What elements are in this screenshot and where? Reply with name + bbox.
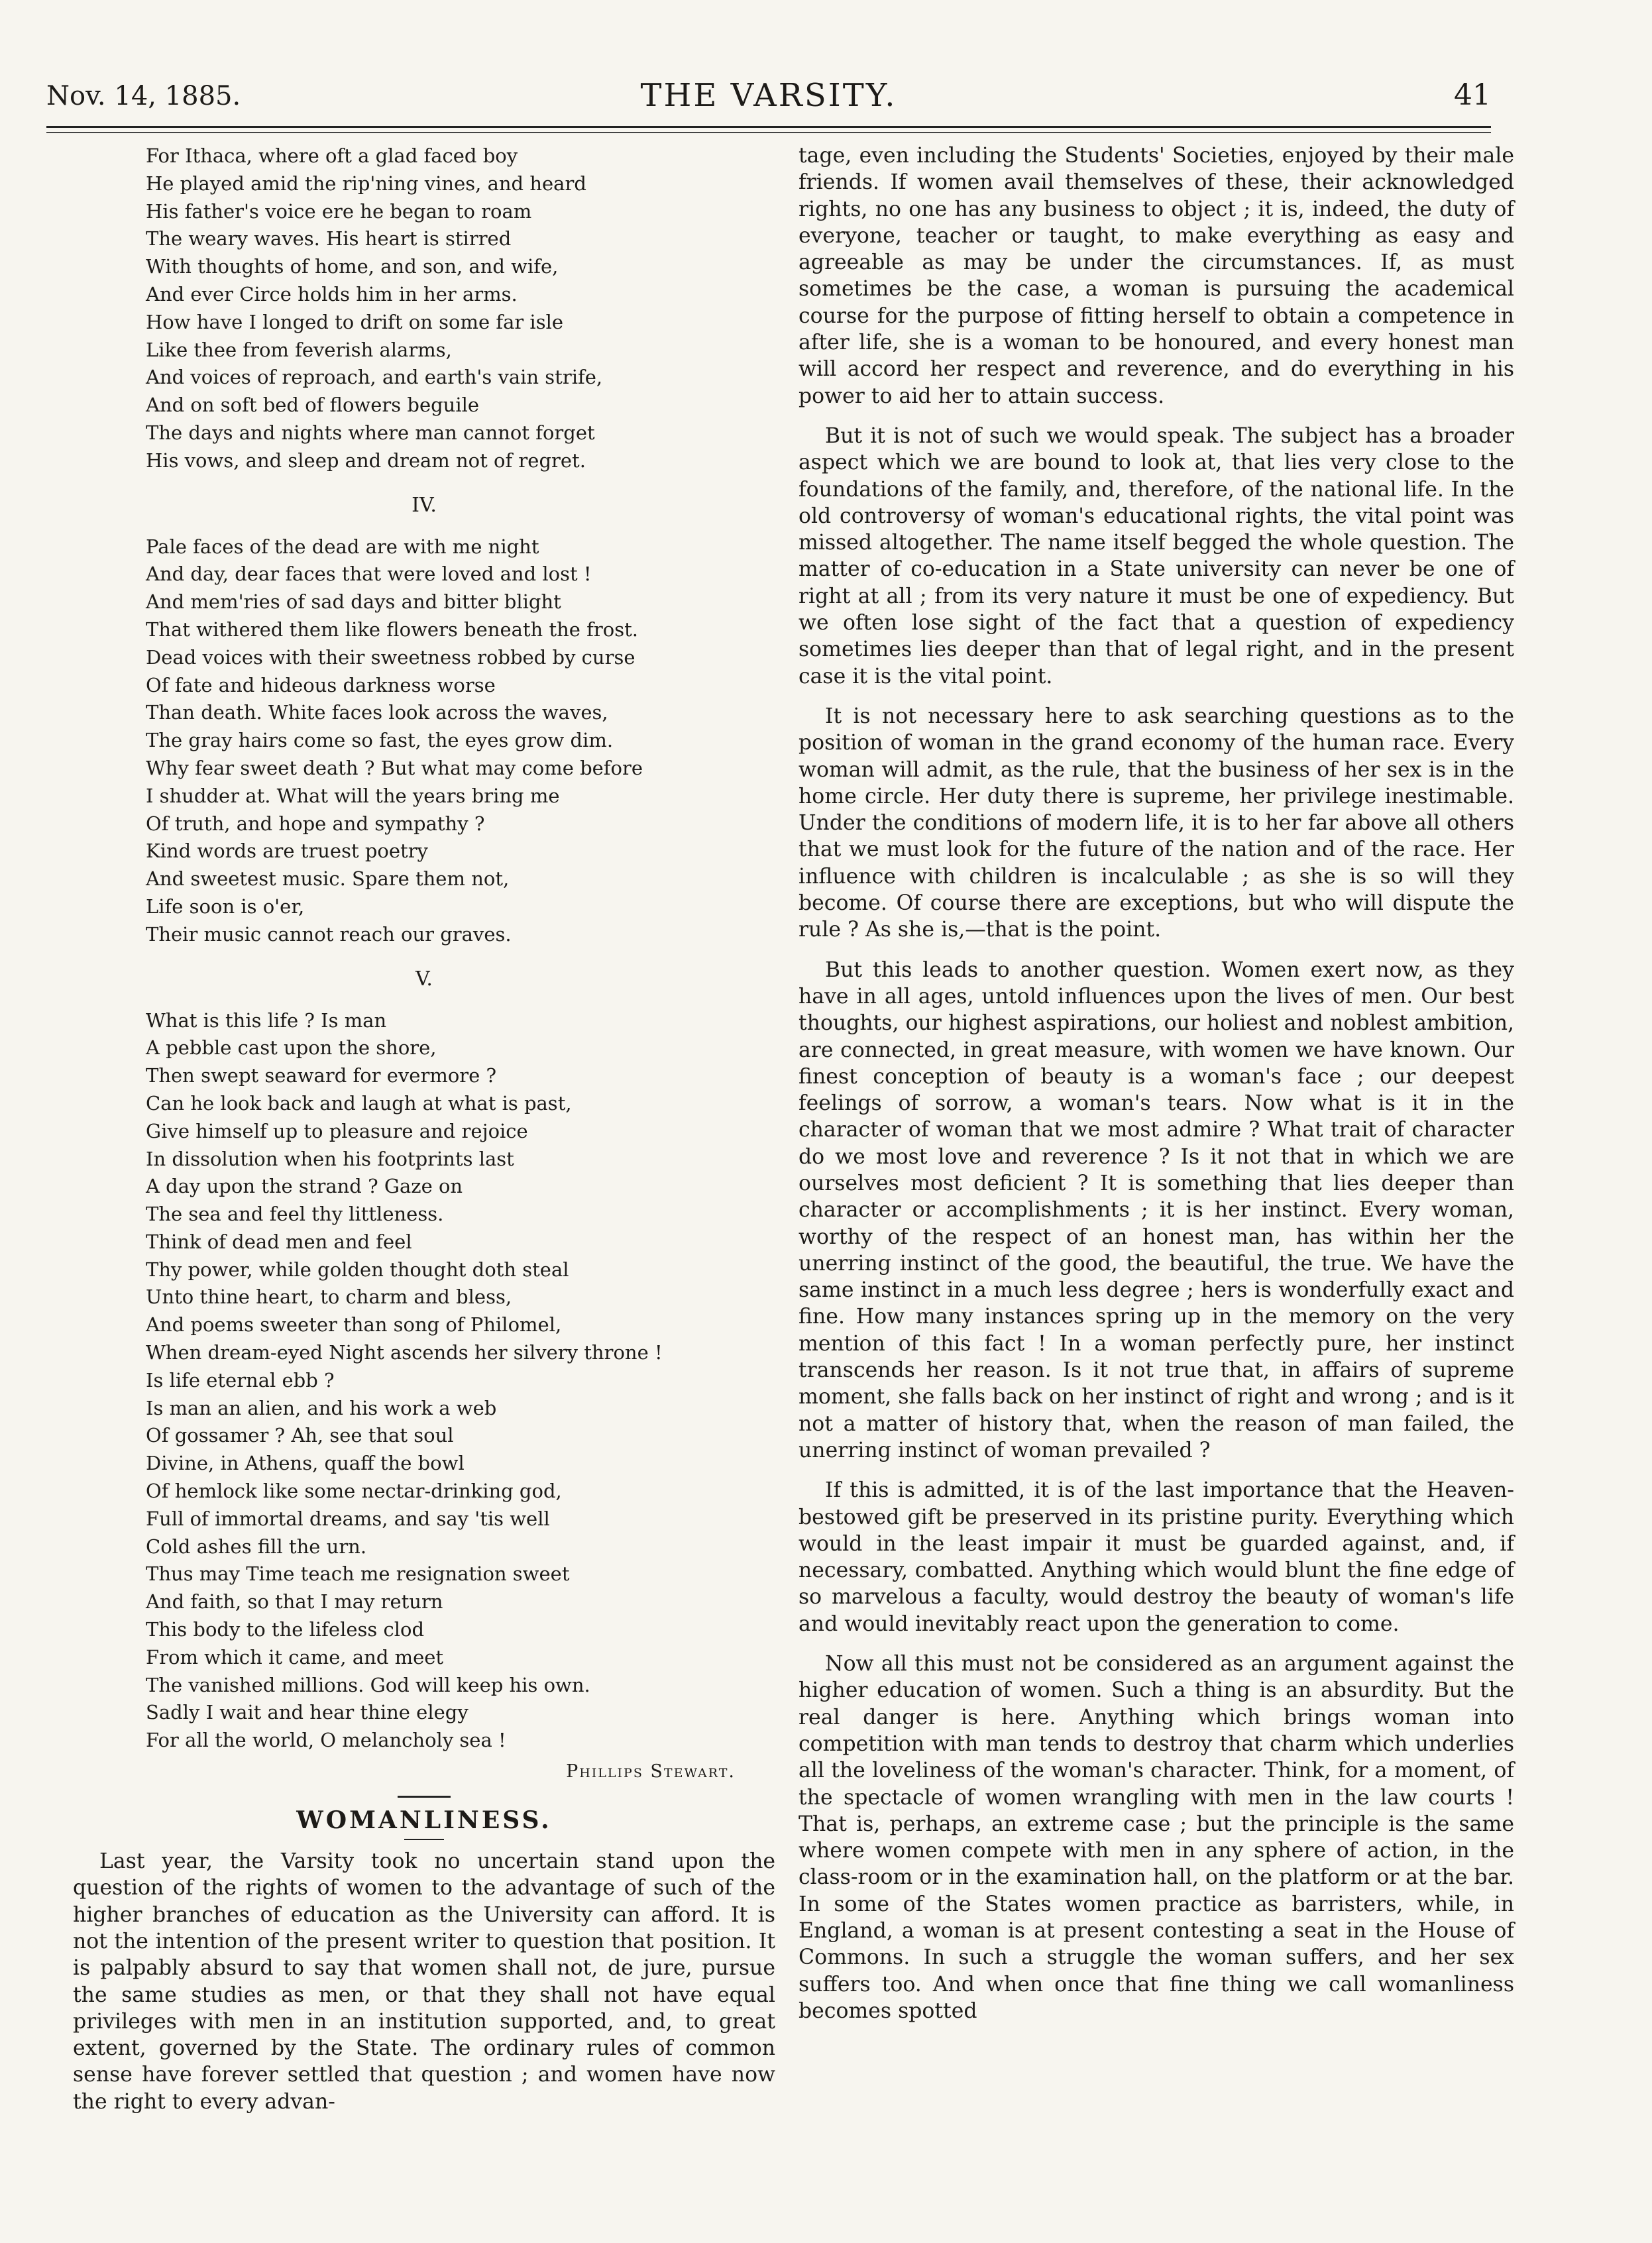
poem-stanza-5 (73, 1007, 775, 1755)
poem-line: Of hemlock like some nectar-drinking god, (146, 1480, 562, 1503)
poem-line: The days and nights where man cannot forget (146, 421, 595, 444)
section-divider (398, 1796, 451, 1798)
poem-line: And ever Circe holds him in her arms. (146, 282, 518, 305)
poem-line: The weary waves. His heart is stirred (146, 227, 512, 250)
poem-line: Cold ashes fill the urn. (146, 1535, 367, 1558)
publication-title: THE VARSITY. (640, 77, 897, 114)
poem-line: Of gossamer ? Ah, see that soul (146, 1424, 454, 1447)
article-paragraph: tage, even including the Students' Societies, enjoyed by their male friends. If women avail themselves of these, their acknowledged rights, no one has any business to object ; it is, indeed, the duty of everyone, teacher or taught, to make everything as easy and agreeable as may be under the circumstances. If, as must sometimes be the case, a woman is pursuing the academical course for the purpose of fitting herself to obtain a competence in after life, she is a woman to be honoured, and every honest man will accord her respect and reverence, and do everything in his power to aid her to attain success. (798, 144, 1514, 408)
poem-line: Dead voices with their sweetness robbed by curse (146, 645, 635, 669)
poem-line: Is life eternal ebb ? (146, 1368, 335, 1392)
poem-line: Life soon is o'er, (146, 895, 305, 918)
running-head (46, 74, 1491, 121)
poem-line: Of fate and hideous darkness worse (146, 673, 496, 696)
poem-line: He played amid the rip'ning vines, and heard (146, 172, 586, 195)
poem-line: I shudder at. What will the years bring me (146, 784, 560, 807)
poem-line: Than death. White faces look across the waves, (146, 701, 608, 724)
poem-line: Unto thine heart, to charm and bless, (146, 1286, 512, 1309)
poem-line: The vanished millions. God will keep his own. (146, 1673, 590, 1696)
poem-line: And faith, so that I may return (146, 1590, 443, 1614)
stanza-numeral-4: IV. (412, 493, 437, 517)
poem-line: The sea and feel thy littleness. (146, 1203, 444, 1226)
poem-line: Give himself up to pleasure and rejoice (146, 1119, 528, 1142)
stanza-numeral-5: V. (415, 967, 433, 991)
poem-line: Their music cannot reach our graves. (146, 922, 512, 946)
poem-line: For all the world, O melancholy sea ! (146, 1729, 506, 1752)
poem-line: This body to the lifeless clod (146, 1618, 425, 1641)
poem-line: Like thee from feverish alarms, (146, 338, 452, 361)
poem-line: Divine, in Athens, quaff the bowl (146, 1452, 465, 1475)
article-paragraph: Last year, the Varsity took no uncertain stand upon the question of the rights of women to the advantage of such of the higher branches of education as the University can afford. It is not the intention of the present writer to question that position. It is palpably absurd to say that women shall not, de jure, pursue the same studies as men, or that they shall not have equal privileges with men in an institution supported, and, to great extent, governed by the State. The ordinary rules of common sense have forever settled that question ; and women have now the right to every advan- (73, 1849, 775, 2114)
article-paragraph: But this leads to another question. Women exert now, as they have in all ages, untold influences upon the lives of men. Our best thoughts, our highest aspirations, our holiest and noblest ambition, are connected, in great measure, with women we have known. Our finest conception of beauty is a woman's face ; our deepest feelings of sorrow, a woman's tears. Now what is it in the character of woman that we most admire ? What trait of character do we most love and reverence ? Is it not that in which we are ourselves most deficient ? It is something that lies deeper than character or accomplishments ; it is her instinct. Every woman, worthy of the respect of an honest man, has within her the unerring instinct of the good, the beautiful, the true. We have the same instinct in a much less degree ; hers is wonderfully exact and fine. How many instances spring up in the memory on the very mention of this fact ! In a woman perfectly pure, her instinct transcends her reason. Is it not true that, in affairs of supreme moment, she falls back on her instinct of right and wrong ; and is it not a matter of history that, when the reason of man failed, the unerring instinct of woman prevailed ? (798, 957, 1514, 1462)
title-underline (404, 1839, 444, 1840)
poem-author: Phillips Stewart. (566, 1761, 736, 1782)
poem-line: And poems sweeter than song of Philomel, (146, 1313, 562, 1337)
poem-line: And voices of reproach, and earth's vain strife, (146, 366, 603, 389)
poem-line: How have I longed to drift on some far isle (146, 310, 564, 333)
poem-line: Kind words are truest poetry (146, 840, 428, 863)
poem-line: Why fear sweet death ? But what may come before (146, 756, 643, 779)
article-title: WOMANLINESS. (296, 1806, 552, 1835)
article-paragraph: It is not necessary here to ask searching questions as to the position of woman in the grand economy of the human race. Every woman will admit, as the rule, that the business of her sex is in the home circle. Her duty there is supreme, her privilege inestimable. Under the conditions of modern life, it is to her far above all others that we must look for the future of the nation and of the race. Her influence with children is incalculable ; as she is so will they become. Of course there are exceptions, but who will dispute the rule ? As she is,—that is the point. (798, 704, 1514, 942)
poem-line: A pebble cast upon the shore, (146, 1036, 437, 1060)
poem-stanza-4 (73, 533, 775, 949)
article-paragraph: If this is admitted, it is of the last importance that the Heaven-bestowed gift be preserved in its pristine purity. Everything which would in the least impair it must be guarded against, and, if necessary, combatted. Anything which would blunt the fine edge of so marvelous a faculty, would destroy the beauty of woman's life and would inevitably react upon the generation to come. (798, 1478, 1514, 1636)
poem-line: What is this life ? Is man (146, 1009, 387, 1032)
poem-line: Of truth, and hope and sympathy ? (146, 812, 485, 835)
poem-line: Is man an alien, and his work a web (146, 1396, 497, 1419)
poem-line: That withered them like flowers beneath the frost. (146, 618, 638, 641)
poem-line: And on soft bed of flowers beguile (146, 394, 480, 417)
poem-line: Then swept seaward for evermore ? (146, 1064, 497, 1087)
poem-line: Think of dead men and feel (146, 1230, 412, 1253)
poem-line: Thy power, while golden thought doth steal (146, 1258, 569, 1281)
header-rule (46, 126, 1491, 133)
poem-line: A day upon the strand ? Gaze on (146, 1175, 463, 1198)
right-column (798, 142, 1514, 2038)
poem-line: Thus may Time teach me resignation sweet (146, 1562, 570, 1586)
poem-line: The gray hairs come so fast, the eyes grow dim. (146, 729, 614, 752)
poem-line: From which it came, and meet (146, 1645, 444, 1669)
page-number: 41 (1454, 78, 1491, 112)
poem-line: Can he look back and laugh at what is past, (146, 1091, 572, 1115)
poem-line: Full of immortal dreams, and say 'tis well (146, 1507, 550, 1530)
left-column (73, 142, 775, 2115)
poem-line: When dream-eyed Night ascends her silvery throne ! (146, 1341, 663, 1364)
poem-line: In dissolution when his footprints last (146, 1147, 514, 1170)
poem-line: And sweetest music. Spare them not, (146, 867, 510, 891)
poem-line: And day, dear faces that were loved and lost ! (146, 563, 592, 586)
poem-line: His father's voice ere he began to roam (146, 199, 532, 223)
issue-date: Nov. 14, 1885. (46, 81, 241, 111)
poem-line: Pale faces of the dead are with me night (146, 535, 539, 558)
article-paragraph: But it is not of such we would speak. The subject has a broader aspect which we are bound to look at, that lies very close to the foundations of the family, and, therefore, of the national life. In the old controversy of woman's educational rights, the vital point was missed altogether. The name itself begged the whole question. The matter of co-education in a State university can never be one of right at all ; from its very nature it must be one of expediency. But we often lose sight of the fact that a question of expediency sometimes lies deeper than that of legal right, and in the present case it is the vital point. (798, 423, 1514, 688)
poem-line: With thoughts of home, and son, and wife, (146, 255, 559, 278)
poem-line: For Ithaca, where oft a glad faced boy (146, 144, 518, 167)
article-paragraph: Now all this must not be considered as an argument against the higher education of women. Such a thing is an absurdity. But the real danger is here. Anything which brings woman into competition with man tends to destroy that charm which underlies all the loveliness of the woman's character. Think, for a moment, of the spectacle of women wrangling with men in the law courts ! That is, perhaps, an extreme case ; but the principle is the same where women compete with men in any sphere of action, in the class-room or in the examination hall, on the platform or at the bar. In some of the States women practice as barristers, while, in England, a woman is at present contesting a seat in the House of Commons. In such a struggle the woman suffers, and her sex suffers too. And when once that fine thing we call womanliness becomes spotted (798, 1652, 1514, 2023)
poem-line: Sadly I wait and hear thine elegy (146, 1701, 468, 1724)
poem-line: And mem'ries of sad days and bitter blight (146, 590, 561, 614)
poem-line: His vows, and sleep and dream not of regret. (146, 449, 586, 472)
poem-stanza-3 (73, 142, 775, 475)
